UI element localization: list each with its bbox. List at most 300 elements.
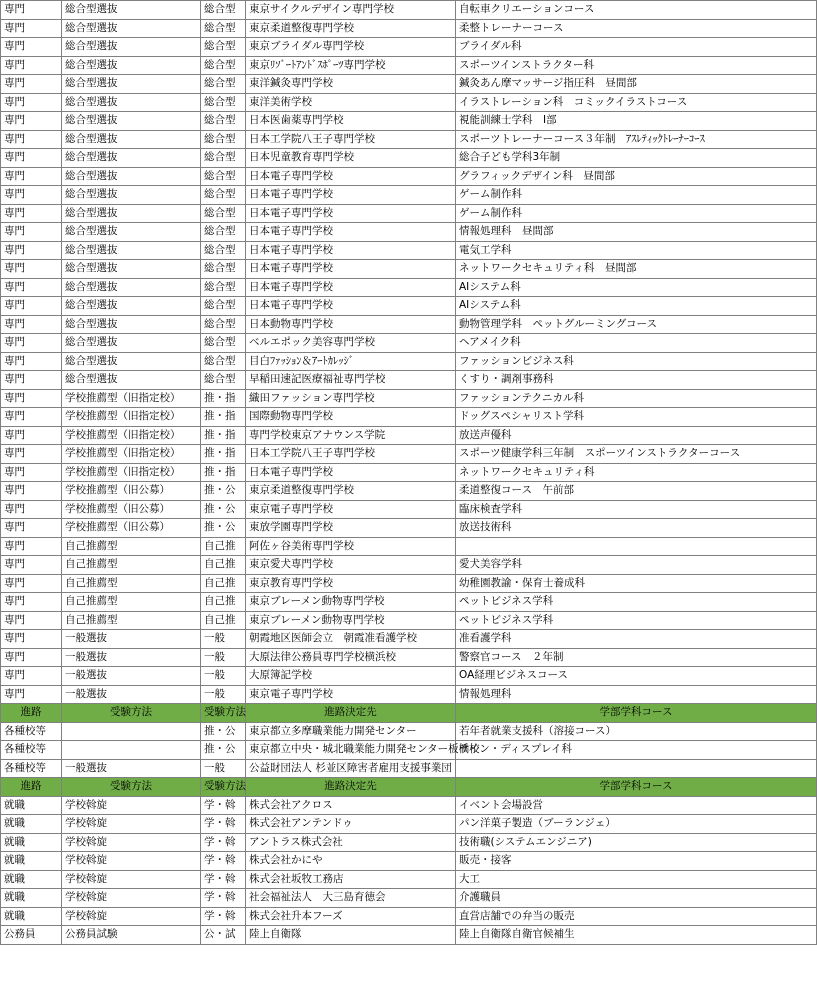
table-row [1, 667, 817, 686]
table-row [1, 93, 817, 112]
exam-method-cell: 総合型選抜 [62, 352, 201, 371]
table-row [1, 759, 817, 778]
destination-cell: 織田ファッション専門学校 [246, 389, 456, 408]
table-row [1, 833, 817, 852]
table-row [1, 112, 817, 131]
exam-method-cell: 学校斡旋 [62, 815, 201, 834]
destination-cell: 国際動物専門学校 [246, 408, 456, 427]
path-cell: 専門 [1, 93, 62, 112]
path-cell: 専門 [1, 648, 62, 667]
path-cell: 専門 [1, 112, 62, 131]
destination-cell: 株式会社アンテンドゥ [246, 815, 456, 834]
path-cell: 専門 [1, 204, 62, 223]
course-cell: サイン・ディスプレイ科 [456, 741, 817, 760]
table-row [1, 648, 817, 667]
exam-method-cell: 自己推薦型 [62, 611, 201, 630]
header-course-cell: 学部学科コース [456, 778, 817, 797]
destination-cell: 社会福祉法人 大三島育徳会 [246, 889, 456, 908]
exam-method-abbr-cell: 一般 [201, 667, 246, 686]
exam-method-cell: 総合型選抜 [62, 56, 201, 75]
exam-method-abbr-cell: 総合型 [201, 112, 246, 131]
exam-method-abbr-cell: 自己推 [201, 611, 246, 630]
table-row [1, 870, 817, 889]
path-cell: 専門 [1, 482, 62, 501]
path-cell: 就職 [1, 907, 62, 926]
table-row [1, 130, 817, 149]
course-cell: 放送技術科 [456, 519, 817, 538]
destination-cell: 阿佐ヶ谷美術専門学校 [246, 537, 456, 556]
exam-method-abbr-cell: 自己推 [201, 574, 246, 593]
table-row [1, 926, 817, 945]
destination-cell: 日本電子専門学校 [246, 297, 456, 316]
path-cell: 専門 [1, 297, 62, 316]
header-destination-cell: 進路決定先 [246, 704, 456, 723]
path-cell: 専門 [1, 334, 62, 353]
course-cell: ゲーム制作科 [456, 204, 817, 223]
destination-cell: 東京電子専門学校 [246, 685, 456, 704]
path-cell: 就職 [1, 833, 62, 852]
table-row [1, 537, 817, 556]
exam-method-cell: 総合型選抜 [62, 204, 201, 223]
exam-method-abbr-cell: 総合型 [201, 56, 246, 75]
table-row [1, 611, 817, 630]
exam-method-abbr-cell: 一般 [201, 630, 246, 649]
table-row [1, 260, 817, 279]
exam-method-cell: 一般選抜 [62, 685, 201, 704]
path-cell: 専門 [1, 186, 62, 205]
exam-method-abbr-cell: 推・公 [201, 500, 246, 519]
path-cell: 各種校等 [1, 759, 62, 778]
destination-cell: 株式会社アクロス [246, 796, 456, 815]
destination-cell: 日本工学院八王子専門学校 [246, 445, 456, 464]
path-cell: 専門 [1, 75, 62, 94]
exam-method-cell: 一般選抜 [62, 759, 201, 778]
destination-cell: 朝霞地区医師会立 朝霞准看護学校 [246, 630, 456, 649]
path-cell: 専門 [1, 593, 62, 612]
destination-cell: 公益財団法人 杉並区障害者雇用支援事業団 [246, 759, 456, 778]
exam-method-cell: 総合型選抜 [62, 1, 201, 20]
table-row [1, 574, 817, 593]
exam-method-abbr-cell: 総合型 [201, 241, 246, 260]
course-cell: 警察官コース ２年制 [456, 648, 817, 667]
exam-method-cell: 総合型選抜 [62, 19, 201, 38]
exam-method-cell: 学校推薦型（旧公募） [62, 500, 201, 519]
course-cell: 販売・接客 [456, 852, 817, 871]
section-header-row [1, 704, 817, 723]
exam-method-cell: 総合型選抜 [62, 241, 201, 260]
exam-method-cell: 学校斡旋 [62, 889, 201, 908]
exam-method-abbr-cell: 推・公 [201, 482, 246, 501]
destination-cell: 東京電子専門学校 [246, 500, 456, 519]
destination-cell: アントラス株式会社 [246, 833, 456, 852]
exam-method-abbr-cell: 学・斡 [201, 833, 246, 852]
exam-method-abbr-cell: 一般 [201, 685, 246, 704]
path-cell: 専門 [1, 223, 62, 242]
destination-cell: 日本医歯薬専門学校 [246, 112, 456, 131]
destination-cell: 日本工学院八王子専門学校 [246, 130, 456, 149]
exam-method-cell: 学校推薦型（旧公募） [62, 519, 201, 538]
course-cell: 柔道整復コース 午前部 [456, 482, 817, 501]
course-cell: 准看護学科 [456, 630, 817, 649]
exam-method-cell: 公務員試験 [62, 926, 201, 945]
destination-cell: 東京柔道整復専門学校 [246, 482, 456, 501]
table-row [1, 796, 817, 815]
exam-method-abbr-cell: 推・指 [201, 389, 246, 408]
exam-method-cell: 学校斡旋 [62, 833, 201, 852]
destination-cell: 日本電子専門学校 [246, 463, 456, 482]
course-cell: グラフィックデザイン科 昼間部 [456, 167, 817, 186]
destination-cell: 大原簿記学校 [246, 667, 456, 686]
exam-method-abbr-cell: 学・斡 [201, 796, 246, 815]
table-row [1, 186, 817, 205]
course-cell: ファッションビジネス科 [456, 352, 817, 371]
path-cell: 専門 [1, 260, 62, 279]
exam-method-cell: 一般選抜 [62, 667, 201, 686]
destination-cell: 株式会社坂牧工務店 [246, 870, 456, 889]
destination-cell: 東京愛犬専門学校 [246, 556, 456, 575]
course-cell: 柔整トレーナーコース [456, 19, 817, 38]
exam-method-cell: 一般選抜 [62, 648, 201, 667]
destination-cell: 東京ブレーメン動物専門学校 [246, 611, 456, 630]
destination-cell: 東京柔道整復専門学校 [246, 19, 456, 38]
course-cell: 介護職員 [456, 889, 817, 908]
header-path-cell: 進路 [1, 778, 62, 797]
course-cell [456, 537, 817, 556]
table-row [1, 56, 817, 75]
table-row [1, 389, 817, 408]
destination-cell: 東京教育専門学校 [246, 574, 456, 593]
path-cell: 専門 [1, 56, 62, 75]
table-row [1, 315, 817, 334]
exam-method-abbr-cell: 学・斡 [201, 870, 246, 889]
exam-method-cell: 学校斡旋 [62, 796, 201, 815]
exam-method-abbr-cell: 総合型 [201, 130, 246, 149]
exam-method-abbr-cell: 総合型 [201, 371, 246, 390]
exam-method-cell: 総合型選抜 [62, 149, 201, 168]
exam-method-cell: 学校推薦型（旧指定校） [62, 408, 201, 427]
destination-cell: 東洋鍼灸専門学校 [246, 75, 456, 94]
exam-method-abbr-cell: 総合型 [201, 93, 246, 112]
exam-method-cell: 総合型選抜 [62, 278, 201, 297]
exam-method-abbr-cell: 総合型 [201, 38, 246, 57]
destination-cell: 東洋美術学校 [246, 93, 456, 112]
exam-method-cell [62, 722, 201, 741]
path-cell: 専門 [1, 149, 62, 168]
exam-method-cell: 総合型選抜 [62, 167, 201, 186]
table-row [1, 223, 817, 242]
destination-cell: 日本電子専門学校 [246, 241, 456, 260]
table-row [1, 907, 817, 926]
course-cell: 自転車クリエーションコース [456, 1, 817, 20]
path-cell: 専門 [1, 19, 62, 38]
path-cell: 専門 [1, 685, 62, 704]
table-row [1, 741, 817, 760]
exam-method-abbr-cell: 自己推 [201, 556, 246, 575]
exam-method-abbr-cell: 総合型 [201, 278, 246, 297]
course-cell: くすり・調剤事務科 [456, 371, 817, 390]
table-row [1, 204, 817, 223]
course-cell: AIシステム科 [456, 278, 817, 297]
course-cell [456, 759, 817, 778]
path-cell: 専門 [1, 408, 62, 427]
exam-method-abbr-cell: 学・斡 [201, 889, 246, 908]
course-cell: ゲーム制作科 [456, 186, 817, 205]
course-cell: OA経理ビジネスコース [456, 667, 817, 686]
course-cell: 電気工学科 [456, 241, 817, 260]
path-cell: 専門 [1, 537, 62, 556]
exam-method-abbr-cell: 公・試 [201, 926, 246, 945]
destination-cell: ベルエポック美容専門学校 [246, 334, 456, 353]
table-row [1, 408, 817, 427]
destination-cell: 株式会社升本フーズ [246, 907, 456, 926]
course-cell: 総合子ども学科3年制 [456, 149, 817, 168]
exam-method-abbr-cell: 総合型 [201, 352, 246, 371]
exam-method-cell: 自己推薦型 [62, 556, 201, 575]
path-cell: 就職 [1, 870, 62, 889]
destination-cell: 東京ブレーメン動物専門学校 [246, 593, 456, 612]
course-cell: 視能訓練士学科 Ⅰ部 [456, 112, 817, 131]
path-cell: 専門 [1, 667, 62, 686]
table-row [1, 815, 817, 834]
course-cell: ネットワークセキュリティ科 [456, 463, 817, 482]
exam-method-abbr-cell: 推・公 [201, 519, 246, 538]
course-cell: 鍼灸あん摩マッサージ指圧科 昼間部 [456, 75, 817, 94]
exam-method-abbr-cell: 自己推 [201, 593, 246, 612]
table-row [1, 149, 817, 168]
path-cell: 専門 [1, 167, 62, 186]
table-row [1, 889, 817, 908]
course-cell: ドッグスペシャリスト学科 [456, 408, 817, 427]
path-cell: 専門 [1, 611, 62, 630]
destination-cell: 日本電子専門学校 [246, 186, 456, 205]
exam-method-cell: 総合型選抜 [62, 334, 201, 353]
path-cell: 専門 [1, 426, 62, 445]
exam-method-abbr-cell: 推・指 [201, 445, 246, 464]
table-row [1, 297, 817, 316]
destination-cell: 日本電子専門学校 [246, 204, 456, 223]
table-row [1, 352, 817, 371]
course-cell: ファッションテクニカル科 [456, 389, 817, 408]
course-cell: 情報処理科 昼間部 [456, 223, 817, 242]
exam-method-abbr-cell: 推・指 [201, 463, 246, 482]
table-row [1, 482, 817, 501]
path-cell: 専門 [1, 556, 62, 575]
exam-method-abbr-cell: 推・公 [201, 722, 246, 741]
exam-method-cell: 学校斡旋 [62, 907, 201, 926]
course-cell: イベント会場設営 [456, 796, 817, 815]
exam-method-abbr-cell: 一般 [201, 648, 246, 667]
table-row [1, 593, 817, 612]
header-path-cell: 進路 [1, 704, 62, 723]
course-cell: 大工 [456, 870, 817, 889]
path-cell: 専門 [1, 130, 62, 149]
table-row [1, 19, 817, 38]
exam-method-cell: 総合型選抜 [62, 75, 201, 94]
exam-method-abbr-cell: 総合型 [201, 297, 246, 316]
exam-method-cell: 総合型選抜 [62, 186, 201, 205]
table-body [1, 1, 817, 945]
table-row [1, 722, 817, 741]
header-exam-method-abbr-cell: 受験方法 [201, 778, 246, 797]
table-row [1, 500, 817, 519]
table-row [1, 1, 817, 20]
exam-method-abbr-cell: 総合型 [201, 315, 246, 334]
destination-cell: 日本児童教育専門学校 [246, 149, 456, 168]
course-cell: パン洋菓子製造（ブーランジェ） [456, 815, 817, 834]
exam-method-abbr-cell: 一般 [201, 759, 246, 778]
exam-method-abbr-cell: 学・斡 [201, 907, 246, 926]
path-cell: 就職 [1, 852, 62, 871]
destination-cell: 東京ﾘｿﾞｰﾄｱﾝﾄﾞｽﾎﾟｰﾂ専門学校 [246, 56, 456, 75]
path-cell: 専門 [1, 315, 62, 334]
exam-method-abbr-cell: 総合型 [201, 167, 246, 186]
header-course-cell: 学部学科コース [456, 704, 817, 723]
section-header-row [1, 778, 817, 797]
path-cell: 専門 [1, 389, 62, 408]
course-cell: ペットビジネス学科 [456, 611, 817, 630]
exam-method-abbr-cell: 推・指 [201, 426, 246, 445]
path-cell: 専門 [1, 500, 62, 519]
exam-method-cell: 学校推薦型（旧指定校） [62, 463, 201, 482]
course-cell: 陸上自衛隊自衛官候補生 [456, 926, 817, 945]
exam-method-abbr-cell: 自己推 [201, 537, 246, 556]
exam-method-cell: 総合型選抜 [62, 371, 201, 390]
path-cell: 各種校等 [1, 741, 62, 760]
course-cell: ブライダル科 [456, 38, 817, 57]
exam-method-cell: 総合型選抜 [62, 130, 201, 149]
destination-cell: 大原法律公務員専門学校横浜校 [246, 648, 456, 667]
course-cell: ヘアメイク科 [456, 334, 817, 353]
destination-cell: 日本電子専門学校 [246, 167, 456, 186]
course-cell: 若年者就業支援科（溶接コース） [456, 722, 817, 741]
table-row [1, 334, 817, 353]
destination-cell: 東放学園専門学校 [246, 519, 456, 538]
path-cell: 就職 [1, 889, 62, 908]
exam-method-cell: 学校斡旋 [62, 870, 201, 889]
course-cell: 放送声優科 [456, 426, 817, 445]
exam-method-cell: 学校斡旋 [62, 852, 201, 871]
header-exam-method-abbr-cell: 受験方法 [201, 704, 246, 723]
course-cell: ネットワークセキュリティ科 昼間部 [456, 260, 817, 279]
exam-method-cell: 自己推薦型 [62, 593, 201, 612]
course-cell: 愛犬美容学科 [456, 556, 817, 575]
course-cell: 動物管理学科 ペットグルーミングコース [456, 315, 817, 334]
exam-method-cell: 学校推薦型（旧指定校） [62, 445, 201, 464]
path-cell: 専門 [1, 519, 62, 538]
path-cell: 各種校等 [1, 722, 62, 741]
course-cell: 臨床検査学科 [456, 500, 817, 519]
path-cell: 専門 [1, 371, 62, 390]
exam-method-abbr-cell: 総合型 [201, 204, 246, 223]
exam-method-abbr-cell: 総合型 [201, 149, 246, 168]
path-cell: 就職 [1, 815, 62, 834]
course-cell: 技術職(システムエンジニア) [456, 833, 817, 852]
destination-cell: 東京都立多摩職業能力開発センター [246, 722, 456, 741]
destination-cell: 日本電子専門学校 [246, 223, 456, 242]
exam-method-abbr-cell: 推・指 [201, 408, 246, 427]
exam-method-abbr-cell: 総合型 [201, 223, 246, 242]
destination-cell: 早稲田速記医療福祉専門学校 [246, 371, 456, 390]
destination-cell: 専門学校東京アナウンス学院 [246, 426, 456, 445]
exam-method-abbr-cell: 推・公 [201, 741, 246, 760]
exam-method-cell: 学校推薦型（旧指定校） [62, 389, 201, 408]
table-row [1, 463, 817, 482]
course-cell: スポーツインストラクター科 [456, 56, 817, 75]
table-row [1, 630, 817, 649]
exam-method-cell: 一般選抜 [62, 630, 201, 649]
table-row [1, 685, 817, 704]
path-cell: 専門 [1, 241, 62, 260]
course-cell: AIシステム科 [456, 297, 817, 316]
header-exam-method-cell: 受験方法 [62, 704, 201, 723]
path-cell: 専門 [1, 445, 62, 464]
header-destination-cell: 進路決定先 [246, 778, 456, 797]
table-row [1, 852, 817, 871]
exam-method-cell: 総合型選抜 [62, 223, 201, 242]
table-row [1, 445, 817, 464]
course-cell: スポーツ健康学科三年制 スポーツインストラクターコース [456, 445, 817, 464]
course-cell: イラストレーション科 コミックイラストコース [456, 93, 817, 112]
exam-method-abbr-cell: 学・斡 [201, 852, 246, 871]
table-row [1, 75, 817, 94]
destination-cell: 東京サイクルデザイン専門学校 [246, 1, 456, 20]
destination-cell: 東京ブライダル専門学校 [246, 38, 456, 57]
path-cell: 専門 [1, 574, 62, 593]
table-row [1, 426, 817, 445]
exam-method-abbr-cell: 総合型 [201, 75, 246, 94]
destination-cell: 日本電子専門学校 [246, 260, 456, 279]
path-cell: 就職 [1, 796, 62, 815]
exam-method-cell: 自己推薦型 [62, 574, 201, 593]
destination-cell: 株式会社かにや [246, 852, 456, 871]
exam-method-abbr-cell: 総合型 [201, 1, 246, 20]
exam-method-abbr-cell: 総合型 [201, 334, 246, 353]
path-cell: 専門 [1, 1, 62, 20]
table-row [1, 167, 817, 186]
exam-method-cell: 学校推薦型（旧公募） [62, 482, 201, 501]
exam-method-cell: 自己推薦型 [62, 537, 201, 556]
table-row [1, 278, 817, 297]
path-cell: 専門 [1, 38, 62, 57]
destination-cell: 日本電子専門学校 [246, 278, 456, 297]
exam-method-cell [62, 741, 201, 760]
table-row [1, 38, 817, 57]
path-cell: 専門 [1, 463, 62, 482]
exam-method-cell: 学校推薦型（旧指定校） [62, 426, 201, 445]
exam-method-cell: 総合型選抜 [62, 112, 201, 131]
path-cell: 専門 [1, 352, 62, 371]
table-row [1, 519, 817, 538]
exam-method-cell: 総合型選抜 [62, 93, 201, 112]
exam-method-cell: 総合型選抜 [62, 260, 201, 279]
destination-cell: 東京都立中央・城北職業能力開発センター板橋校 [246, 741, 456, 760]
exam-method-cell: 総合型選抜 [62, 315, 201, 334]
table-row [1, 241, 817, 260]
course-cell: スポーツトレーナーコース３年制 ｱｽﾚﾃｨｯｸﾄﾚｰﾅｰｺｰｽ [456, 130, 817, 149]
destination-cell: 目白ﾌｧｯｼｮﾝ＆ｱｰﾄｶﾚｯｼﾞ [246, 352, 456, 371]
exam-method-abbr-cell: 学・斡 [201, 815, 246, 834]
exam-method-abbr-cell: 総合型 [201, 19, 246, 38]
exam-method-abbr-cell: 総合型 [201, 186, 246, 205]
exam-method-abbr-cell: 総合型 [201, 260, 246, 279]
exam-method-cell: 総合型選抜 [62, 38, 201, 57]
header-exam-method-cell: 受験方法 [62, 778, 201, 797]
path-cell: 専門 [1, 630, 62, 649]
table-row [1, 371, 817, 390]
path-cell: 専門 [1, 278, 62, 297]
course-cell: 情報処理科 [456, 685, 817, 704]
path-cell: 公務員 [1, 926, 62, 945]
